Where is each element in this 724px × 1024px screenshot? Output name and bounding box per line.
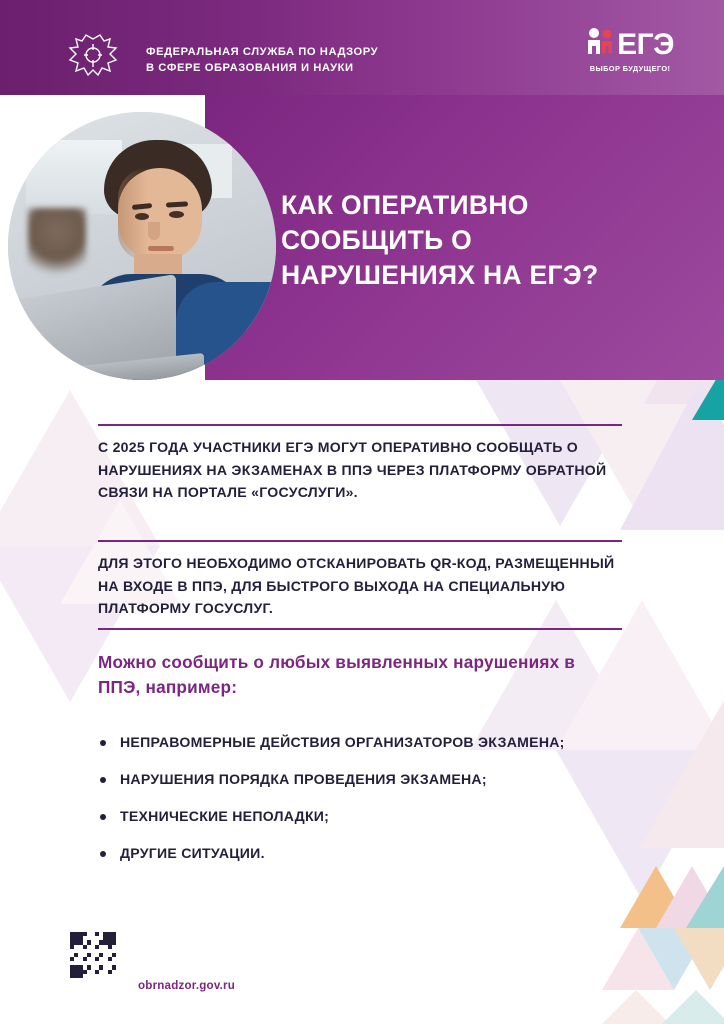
bullet-dot-icon [100, 740, 106, 746]
list-item-label: ДРУГИЕ СИТУАЦИИ. [120, 845, 265, 861]
ege-logo-tagline: ВЫБОР БУДУЩЕГО! [589, 64, 671, 73]
list-item [98, 806, 638, 827]
ege-logo [586, 26, 674, 73]
section-subheading: Можно сообщить о любых выявленных нарушениях в ППЭ, например: [98, 652, 576, 697]
header-org-name [146, 44, 378, 76]
list-item-label: НАРУШЕНИЯ ПОРЯДКА ПРОВЕДЕНИЯ ЭКЗАМЕНА; [120, 771, 487, 787]
bullet-dot-icon [100, 777, 106, 783]
bullet-dot-icon [100, 851, 106, 857]
divider-top [98, 424, 622, 426]
bg-triangle-accent [674, 928, 724, 990]
bg-triangle [640, 700, 724, 848]
divider-bottom [98, 628, 622, 630]
bg-triangle-accent [602, 928, 674, 990]
header-org-line2: В СФЕРЕ ОБРАЗОВАНИЯ И НАУКИ [146, 62, 354, 74]
list-item-label: НЕПРАВОМЕРНЫЕ ДЕЙСТВИЯ ОРГАНИЗАТОРОВ ЭКЗАМЕНА; [120, 734, 565, 750]
qr-code-icon[interactable] [70, 932, 116, 978]
bg-triangle-accent [686, 866, 724, 928]
page-title: КАК ОПЕРАТИВНО СООБЩИТЬ О НАРУШЕНИЯХ НА ЕГЭ? [281, 190, 599, 290]
paragraph-1: С 2025 ГОДА УЧАСТНИКИ ЕГЭ МОГУТ ОПЕРАТИВНО СООБЩАТЬ О НАРУШЕНИЯХ НА ЭКЗАМЕНАХ В ППЭ ЧЕРЕЗ ПЛАТФОРМУ ОБРАТНОЙ СВЯЗИ НА ПОРТАЛЕ «ГОСУСЛУГИ». [98, 439, 607, 501]
bullet-dot-icon [100, 814, 106, 820]
ege-logo-text: ЕГЭ [617, 28, 674, 61]
ege-figure-icon [586, 26, 614, 60]
list-item [98, 732, 638, 753]
list-item [98, 843, 638, 864]
divider-middle [98, 540, 622, 542]
student-at-laptop-photo [8, 112, 276, 380]
violations-list [98, 732, 638, 880]
header-org-line1: ФЕДЕРАЛЬНАЯ СЛУЖБА ПО НАДЗОРУ [146, 46, 379, 58]
double-headed-eagle-emblem-icon [66, 33, 120, 77]
bg-triangle-accent [656, 990, 724, 1024]
list-item-label: ТЕХНИЧЕСКИЕ НЕПОЛАДКИ; [120, 808, 330, 824]
website-link[interactable]: obrnadzor.gov.ru [138, 979, 236, 992]
paragraph-2: ДЛЯ ЭТОГО НЕОБХОДИМО ОТСКАНИРОВАТЬ QR-КОД, РАЗМЕЩЕННЫЙ НА ВХОДЕ В ППЭ, ДЛЯ БЫСТРОГО ВЫХОДА НА СПЕЦИАЛЬНУЮ ПЛАТФОРМУ ГОСУСЛУГ. [98, 555, 615, 617]
list-item [98, 769, 638, 790]
